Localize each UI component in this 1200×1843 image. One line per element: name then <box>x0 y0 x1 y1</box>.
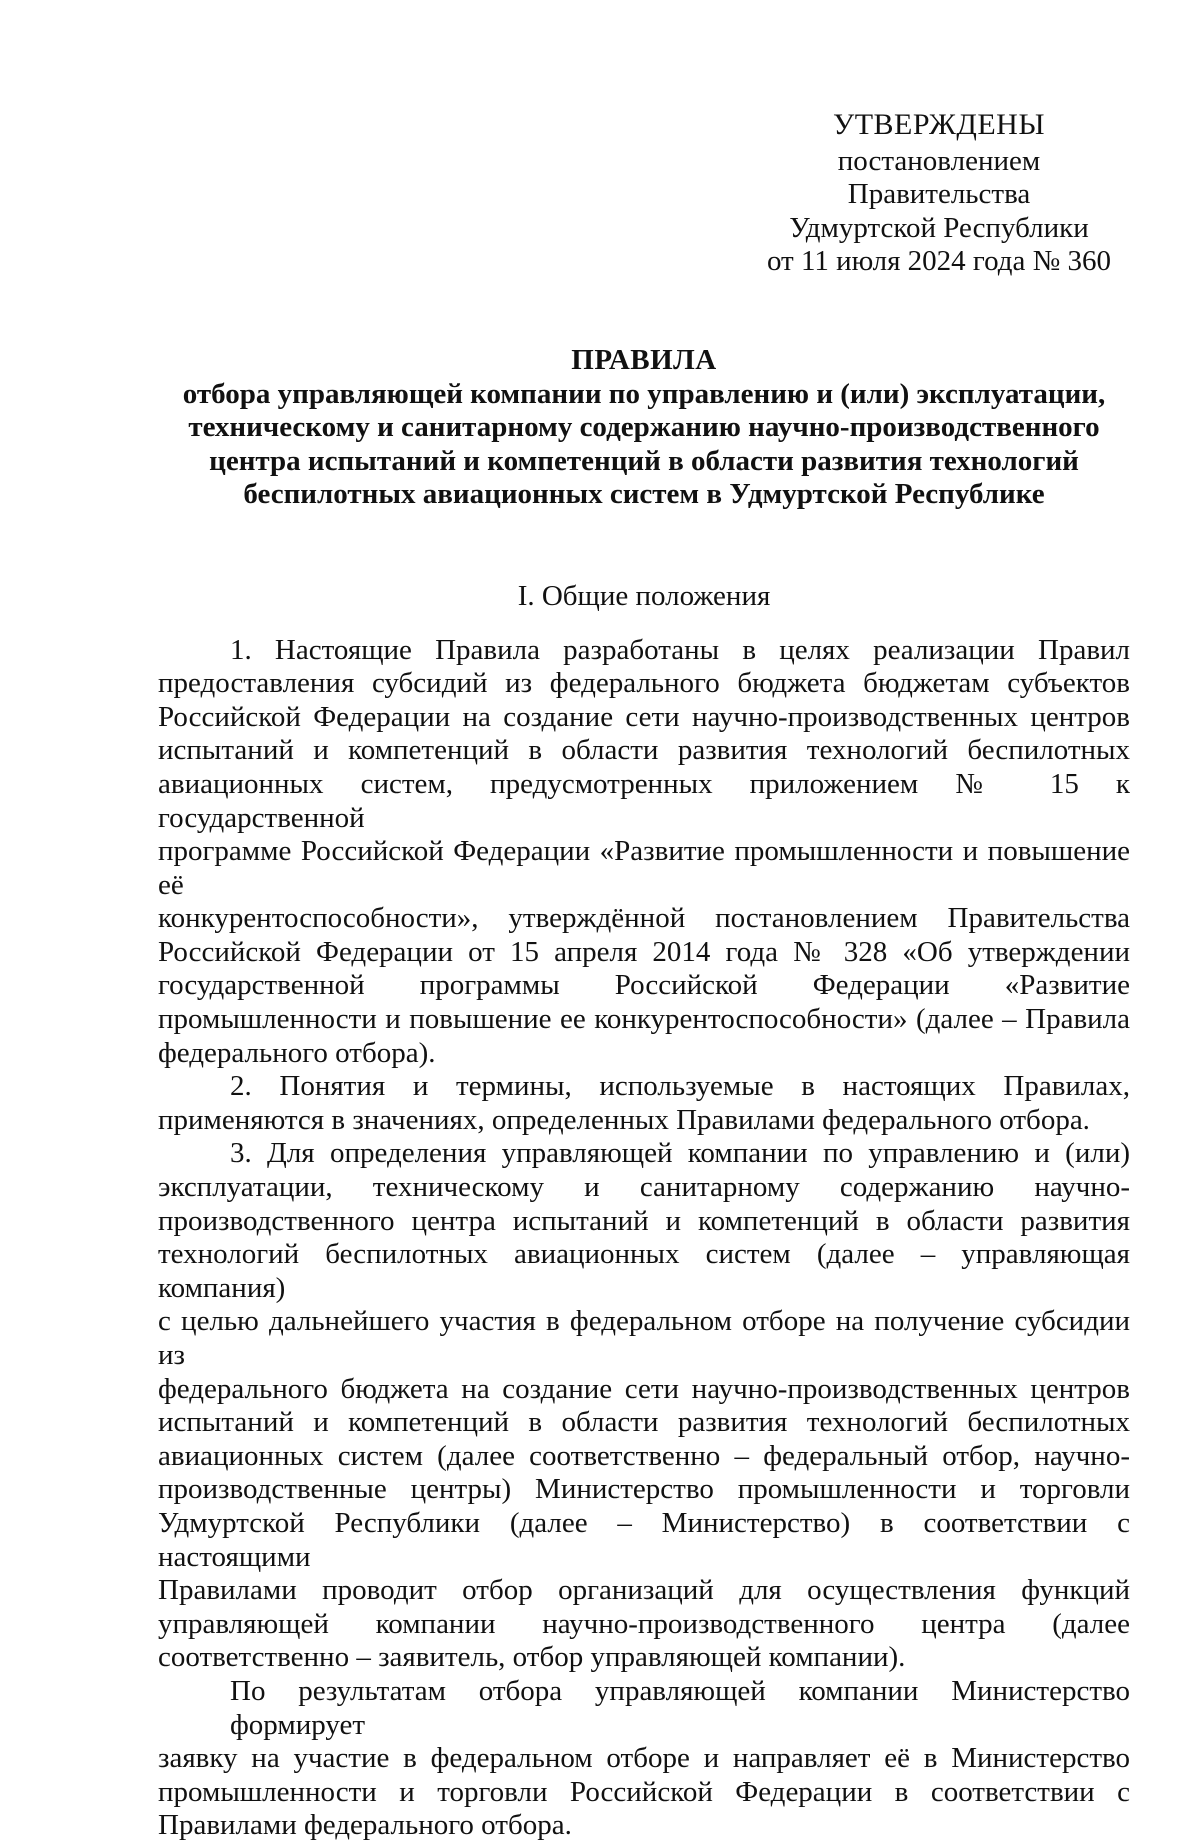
paragraph-line: федерального бюджета на создание сети научно-производственных центров <box>158 1372 1130 1405</box>
paragraph-line: авиационных систем (далее соответственно – федеральный отбор, научно- <box>158 1439 1130 1472</box>
document-title-line-2: техническому и санитарному содержанию научно-производственного <box>188 411 1100 444</box>
document-page <box>158 108 1130 1843</box>
paragraph-line: 2. Понятия и термины, используемые в настоящих Правилах, <box>230 1070 1130 1103</box>
paragraph-line: управляющей компании научно-производственного центра (далее <box>158 1607 1130 1640</box>
paragraph-line: авиационных систем, предусмотренных приложением № 15 к государственной <box>158 767 1130 834</box>
document-title-main: ПРАВИЛА <box>571 343 717 376</box>
paragraph-line: с целью дальнейшего участия в федеральном отборе на получение субсидии из <box>158 1305 1130 1371</box>
paragraph-line: производственного центра испытаний и компетенций в области развития <box>158 1204 1130 1237</box>
paragraph-line: Правилами проводит отбор организаций для осуществления функций <box>158 1574 1130 1607</box>
paragraph-line: применяются в значениях, определенных Правилами федерального отбора. <box>158 1103 1090 1136</box>
paragraph-line: предоставления субсидий из федерального бюджета бюджетам субъектов <box>158 667 1130 700</box>
paragraph-line: федерального отбора). <box>158 1036 436 1069</box>
approval-line-1: постановлением Правительства <box>837 144 1041 211</box>
paragraph-line: технологий беспилотных авиационных систем (далее – управляющая компания) <box>158 1238 1130 1304</box>
paragraph-line: Удмуртской Республики (далее – Министерство) в соответствии с настоящими <box>158 1506 1130 1573</box>
document-title-line-4: беспилотных авиационных систем в Удмуртской Республике <box>243 478 1045 511</box>
paragraph-line: Правилами федерального отбора. <box>158 1809 572 1842</box>
paragraph-3 <box>158 1137 1130 1675</box>
paragraph-line: Российской Федерации на создание сети научно-производственных центров <box>158 700 1130 733</box>
paragraph-2 <box>158 1070 1130 1137</box>
paragraph-line: испытаний и компетенций в области развития технологий беспилотных <box>158 1406 1130 1439</box>
document-title <box>158 344 1130 512</box>
paragraph-line: эксплуатации, техническому и санитарному содержанию научно- <box>158 1171 1130 1204</box>
paragraph-line: 3. Для определения управляющей компании по управлению и (или) <box>230 1137 1130 1170</box>
paragraph-line: промышленности и повышение ее конкурентоспособности» (далее – Правила <box>158 1003 1130 1036</box>
paragraph-line: соответственно – заявитель, отбор управляющей компании). <box>158 1641 906 1674</box>
paragraph-line: программе Российской Федерации «Развитие промышленности и повышение её <box>158 835 1130 901</box>
approval-title: УТВЕРЖДЕНЫ <box>832 108 1046 141</box>
paragraph-1 <box>158 634 1130 1071</box>
document-title-line-3: центра испытаний и компетенций в области развития технологий <box>209 444 1079 477</box>
paragraph-line: конкурентоспособности», утверждённой постановлением Правительства <box>158 902 1130 935</box>
paragraph-line: Российской Федерации от 15 апреля 2014 года № 328 «Об утверждении <box>158 935 1130 968</box>
paragraph-4 <box>158 1675 1130 1843</box>
approval-line-2: Удмуртской Республики <box>789 211 1089 244</box>
approval-stamp <box>744 108 1134 279</box>
paragraph-line: По результатам отбора управляющей компании Министерство формирует <box>230 1674 1130 1741</box>
paragraph-line: государственной программы Российской Федерации «Развитие <box>158 969 1130 1002</box>
paragraph-line: промышленности и торговли Российской Федерации в соответствии с <box>158 1775 1130 1808</box>
section-body <box>158 634 1130 1843</box>
document-title-line-1: отбора управляющей компании по управлению и (или) эксплуатации, <box>182 377 1106 410</box>
paragraph-line: производственные центры) Министерство промышленности и торговли <box>158 1473 1130 1506</box>
approval-line-3: от 11 июля 2024 года № 360 <box>766 245 1112 278</box>
paragraph-line: испытаний и компетенций в области развития технологий беспилотных <box>158 734 1130 767</box>
section-heading: I. Общие положения <box>517 579 771 612</box>
paragraph-line: 1. Настоящие Правила разработаны в целях реализации Правил <box>230 633 1130 666</box>
paragraph-line: заявку на участие в федеральном отборе и направляет её в Министерство <box>158 1742 1130 1775</box>
